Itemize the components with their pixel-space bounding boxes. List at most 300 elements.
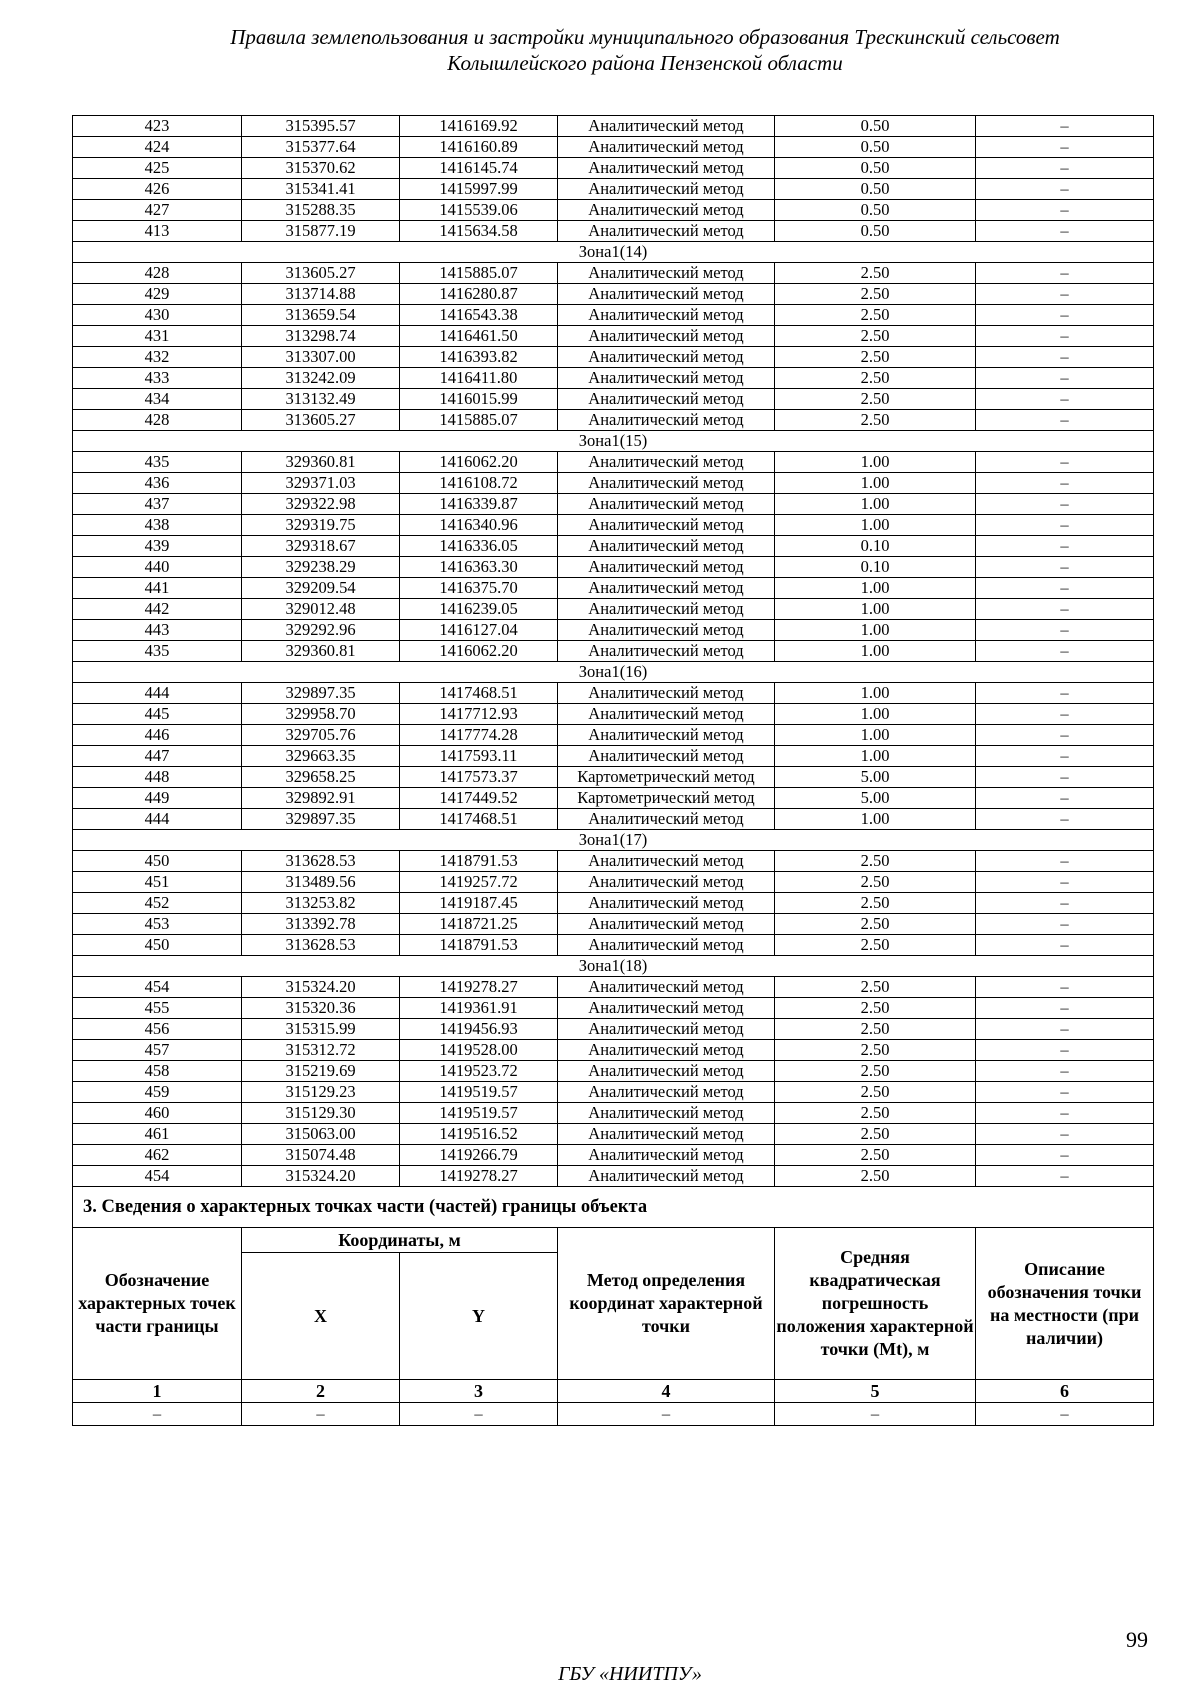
error-cell: 2.50 (775, 1145, 976, 1166)
method-cell: Аналитический метод (558, 452, 775, 473)
description-cell: – (976, 368, 1154, 389)
empty-cell: – (73, 1403, 242, 1426)
point-number-cell: 423 (73, 116, 242, 137)
coord-y-cell: 1416062.20 (400, 452, 558, 473)
table-row (73, 452, 1154, 473)
description-cell: – (976, 137, 1154, 158)
coord-x-cell: 315315.99 (242, 1019, 400, 1040)
coord-y-cell: 1416062.20 (400, 641, 558, 662)
point-number-cell: 428 (73, 410, 242, 431)
error-cell: 2.50 (775, 977, 976, 998)
zone-row (73, 242, 1154, 263)
method-cell: Аналитический метод (558, 494, 775, 515)
error-cell: 2.50 (775, 998, 976, 1019)
error-cell: 5.00 (775, 767, 976, 788)
empty-cell: – (400, 1403, 558, 1426)
coord-y-cell: 1419519.57 (400, 1082, 558, 1103)
coord-x-cell: 313253.82 (242, 893, 400, 914)
error-cell: 1.00 (775, 641, 976, 662)
coord-x-cell: 315377.64 (242, 137, 400, 158)
error-cell: 0.50 (775, 200, 976, 221)
coord-x-cell: 329892.91 (242, 788, 400, 809)
error-cell: 1.00 (775, 725, 976, 746)
point-number-cell: 429 (73, 284, 242, 305)
method-cell: Картометрический метод (558, 767, 775, 788)
table-row (73, 221, 1154, 242)
coord-x-cell: 315129.30 (242, 1103, 400, 1124)
coord-x-cell: 329897.35 (242, 809, 400, 830)
point-number-cell: 444 (73, 683, 242, 704)
coord-x-cell: 315370.62 (242, 158, 400, 179)
table-row (73, 599, 1154, 620)
table-row (73, 494, 1154, 515)
point-number-cell: 449 (73, 788, 242, 809)
point-number-cell: 462 (73, 1145, 242, 1166)
description-cell: – (976, 683, 1154, 704)
coord-x-cell: 315312.72 (242, 1040, 400, 1061)
coord-y-cell: 1416339.87 (400, 494, 558, 515)
description-cell: – (976, 1019, 1154, 1040)
point-number-cell: 461 (73, 1124, 242, 1145)
point-number-cell: 443 (73, 620, 242, 641)
method-cell: Аналитический метод (558, 683, 775, 704)
error-cell: 0.50 (775, 116, 976, 137)
point-number-cell: 434 (73, 389, 242, 410)
coord-x-cell: 313392.78 (242, 914, 400, 935)
point-number-cell: 450 (73, 851, 242, 872)
error-cell: 0.50 (775, 137, 976, 158)
error-cell: 2.50 (775, 263, 976, 284)
point-number-cell: 436 (73, 473, 242, 494)
coord-x-cell: 329209.54 (242, 578, 400, 599)
description-cell: – (976, 641, 1154, 662)
method-cell: Аналитический метод (558, 1082, 775, 1103)
coord-y-cell: 1419361.91 (400, 998, 558, 1019)
method-cell: Аналитический метод (558, 473, 775, 494)
method-cell: Аналитический метод (558, 620, 775, 641)
table-row (73, 977, 1154, 998)
coord-y-cell: 1416393.82 (400, 347, 558, 368)
coord-x-cell: 329705.76 (242, 725, 400, 746)
error-cell: 1.00 (775, 494, 976, 515)
coord-x-cell: 313628.53 (242, 851, 400, 872)
empty-cell: – (558, 1403, 775, 1426)
error-cell: 2.50 (775, 1019, 976, 1040)
error-cell: 2.50 (775, 1040, 976, 1061)
table-row (73, 704, 1154, 725)
error-cell: 2.50 (775, 368, 976, 389)
method-cell: Аналитический метод (558, 1103, 775, 1124)
method-cell: Аналитический метод (558, 998, 775, 1019)
error-cell: 2.50 (775, 935, 976, 956)
coord-x-cell: 315877.19 (242, 221, 400, 242)
coord-x-cell: 313714.88 (242, 284, 400, 305)
point-number-cell: 424 (73, 137, 242, 158)
error-cell: 0.10 (775, 557, 976, 578)
method-cell: Аналитический метод (558, 641, 775, 662)
section3-table (73, 1187, 1154, 1426)
description-cell: – (976, 179, 1154, 200)
point-number-cell: 427 (73, 200, 242, 221)
table-row (73, 1103, 1154, 1124)
coord-y-cell: 1416340.96 (400, 515, 558, 536)
error-cell: 5.00 (775, 788, 976, 809)
zone-label: Зона1(17) (73, 830, 1154, 851)
point-number-cell: 435 (73, 452, 242, 473)
coord-y-cell: 1419257.72 (400, 872, 558, 893)
description-cell: – (976, 536, 1154, 557)
description-cell: – (976, 494, 1154, 515)
coord-y-cell: 1416169.92 (400, 116, 558, 137)
coord-y-cell: 1416363.30 (400, 557, 558, 578)
description-cell: – (976, 893, 1154, 914)
table-row (73, 914, 1154, 935)
table-row (73, 347, 1154, 368)
table-row (73, 893, 1154, 914)
coord-x-cell: 313132.49 (242, 389, 400, 410)
coord-y-cell: 1417712.93 (400, 704, 558, 725)
method-cell: Аналитический метод (558, 200, 775, 221)
coord-x-cell: 313489.56 (242, 872, 400, 893)
method-cell: Аналитический метод (558, 851, 775, 872)
description-cell: – (976, 872, 1154, 893)
method-cell: Картометрический метод (558, 788, 775, 809)
table-row (73, 179, 1154, 200)
coord-x-cell: 329658.25 (242, 767, 400, 788)
coord-y-cell: 1419519.57 (400, 1103, 558, 1124)
section3-title: 3. Сведения о характерных точках части (частей) границы объекта (73, 1187, 1154, 1228)
description-cell: – (976, 158, 1154, 179)
method-cell: Аналитический метод (558, 935, 775, 956)
point-number-cell: 435 (73, 641, 242, 662)
error-cell: 2.50 (775, 347, 976, 368)
description-cell: – (976, 914, 1154, 935)
zone-label: Зона1(14) (73, 242, 1154, 263)
method-cell: Аналитический метод (558, 1124, 775, 1145)
point-number-cell: 458 (73, 1061, 242, 1082)
coord-y-cell: 1417468.51 (400, 809, 558, 830)
col-number: 5 (775, 1380, 976, 1403)
table-row (73, 935, 1154, 956)
coord-y-cell: 1416160.89 (400, 137, 558, 158)
coord-y-cell: 1417449.52 (400, 788, 558, 809)
document-header (0, 24, 1200, 76)
method-cell: Аналитический метод (558, 158, 775, 179)
coord-y-cell: 1415997.99 (400, 179, 558, 200)
point-number-cell: 431 (73, 326, 242, 347)
method-cell: Аналитический метод (558, 137, 775, 158)
header-line-2: Колышлейского района Пензенской области (447, 51, 843, 75)
error-cell: 2.50 (775, 914, 976, 935)
coord-y-cell: 1418791.53 (400, 935, 558, 956)
error-cell: 1.00 (775, 620, 976, 641)
table-row (73, 284, 1154, 305)
point-number-cell: 446 (73, 725, 242, 746)
method-cell: Аналитический метод (558, 515, 775, 536)
table-row (73, 1145, 1154, 1166)
zone-row (73, 956, 1154, 977)
error-cell: 1.00 (775, 452, 976, 473)
description-cell: – (976, 1166, 1154, 1187)
description-cell: – (976, 1145, 1154, 1166)
coord-y-cell: 1416015.99 (400, 389, 558, 410)
table-row (73, 1082, 1154, 1103)
coord-y-cell: 1416461.50 (400, 326, 558, 347)
coord-x-cell: 313307.00 (242, 347, 400, 368)
description-cell: – (976, 788, 1154, 809)
point-number-cell: 413 (73, 221, 242, 242)
table-row (73, 326, 1154, 347)
method-cell: Аналитический метод (558, 578, 775, 599)
coord-y-cell: 1415539.06 (400, 200, 558, 221)
table-row (73, 1019, 1154, 1040)
table-row (73, 809, 1154, 830)
method-cell: Аналитический метод (558, 914, 775, 935)
error-cell: 1.00 (775, 683, 976, 704)
zone-row (73, 662, 1154, 683)
zone-label: Зона1(18) (73, 956, 1154, 977)
page-number: 99 (1126, 1627, 1148, 1652)
point-number-cell: 447 (73, 746, 242, 767)
description-cell: – (976, 284, 1154, 305)
coord-y-cell: 1416411.80 (400, 368, 558, 389)
method-cell: Аналитический метод (558, 893, 775, 914)
coord-y-cell: 1417468.51 (400, 683, 558, 704)
description-cell: – (976, 809, 1154, 830)
coord-y-cell: 1419278.27 (400, 1166, 558, 1187)
method-cell: Аналитический метод (558, 599, 775, 620)
coord-y-cell: 1419278.27 (400, 977, 558, 998)
coord-x-cell: 329318.67 (242, 536, 400, 557)
col-number: 2 (242, 1380, 400, 1403)
zone-label: Зона1(15) (73, 431, 1154, 452)
coord-y-cell: 1416280.87 (400, 284, 558, 305)
coord-y-cell: 1416145.74 (400, 158, 558, 179)
error-cell: 1.00 (775, 809, 976, 830)
table-row (73, 305, 1154, 326)
description-cell: – (976, 746, 1154, 767)
method-cell: Аналитический метод (558, 977, 775, 998)
table-row (73, 515, 1154, 536)
coord-x-cell: 315063.00 (242, 1124, 400, 1145)
coord-x-cell: 329238.29 (242, 557, 400, 578)
point-number-cell: 452 (73, 893, 242, 914)
error-cell: 1.00 (775, 746, 976, 767)
description-cell: – (976, 704, 1154, 725)
method-cell: Аналитический метод (558, 536, 775, 557)
zone-label: Зона1(16) (73, 662, 1154, 683)
error-cell: 2.50 (775, 389, 976, 410)
coord-y-cell: 1419266.79 (400, 1145, 558, 1166)
coord-x-cell: 329958.70 (242, 704, 400, 725)
coord-y-cell: 1417774.28 (400, 725, 558, 746)
error-cell: 2.50 (775, 1103, 976, 1124)
error-cell: 2.50 (775, 284, 976, 305)
coord-x-cell: 329371.03 (242, 473, 400, 494)
description-cell: – (976, 557, 1154, 578)
coord-x-cell: 315324.20 (242, 977, 400, 998)
coord-y-cell: 1419528.00 (400, 1040, 558, 1061)
empty-cell: – (242, 1403, 400, 1426)
method-cell: Аналитический метод (558, 284, 775, 305)
error-cell: 0.50 (775, 221, 976, 242)
coord-x-cell: 313628.53 (242, 935, 400, 956)
error-cell: 1.00 (775, 473, 976, 494)
description-cell: – (976, 347, 1154, 368)
point-number-cell: 459 (73, 1082, 242, 1103)
col-header-y: Y (400, 1253, 558, 1380)
point-number-cell: 456 (73, 1019, 242, 1040)
empty-cell: – (775, 1403, 976, 1426)
coord-y-cell: 1416239.05 (400, 599, 558, 620)
method-cell: Аналитический метод (558, 872, 775, 893)
col-number: 6 (976, 1380, 1154, 1403)
description-cell: – (976, 116, 1154, 137)
description-cell: – (976, 305, 1154, 326)
coord-y-cell: 1419187.45 (400, 893, 558, 914)
point-number-cell: 454 (73, 977, 242, 998)
coord-y-cell: 1419516.52 (400, 1124, 558, 1145)
col-number: 3 (400, 1380, 558, 1403)
description-cell: – (976, 620, 1154, 641)
description-cell: – (976, 200, 1154, 221)
coord-x-cell: 313242.09 (242, 368, 400, 389)
point-number-cell: 433 (73, 368, 242, 389)
error-cell: 1.00 (775, 578, 976, 599)
coord-y-cell: 1419523.72 (400, 1061, 558, 1082)
method-cell: Аналитический метод (558, 179, 775, 200)
point-number-cell: 455 (73, 998, 242, 1019)
description-cell: – (976, 599, 1154, 620)
table-row (73, 725, 1154, 746)
point-number-cell: 454 (73, 1166, 242, 1187)
description-cell: – (976, 851, 1154, 872)
table-row (73, 200, 1154, 221)
description-cell: – (976, 1103, 1154, 1124)
table-row (73, 473, 1154, 494)
error-cell: 2.50 (775, 1082, 976, 1103)
description-cell: – (976, 1061, 1154, 1082)
table-row (73, 1040, 1154, 1061)
error-cell: 2.50 (775, 1124, 976, 1145)
description-cell: – (976, 935, 1154, 956)
description-cell: – (976, 578, 1154, 599)
method-cell: Аналитический метод (558, 263, 775, 284)
error-cell: 2.50 (775, 893, 976, 914)
coord-x-cell: 315074.48 (242, 1145, 400, 1166)
coord-y-cell: 1418721.25 (400, 914, 558, 935)
error-cell: 1.00 (775, 704, 976, 725)
coord-y-cell: 1415885.07 (400, 410, 558, 431)
error-cell: 2.50 (775, 410, 976, 431)
zone-row (73, 431, 1154, 452)
document-footer: ГБУ «НИИТПУ» (558, 1663, 702, 1685)
table-row (73, 557, 1154, 578)
coord-x-cell: 315395.57 (242, 116, 400, 137)
description-cell: – (976, 767, 1154, 788)
point-number-cell: 460 (73, 1103, 242, 1124)
description-cell: – (976, 410, 1154, 431)
error-cell: 2.50 (775, 1061, 976, 1082)
error-cell: 1.00 (775, 515, 976, 536)
method-cell: Аналитический метод (558, 116, 775, 137)
error-cell: 0.50 (775, 158, 976, 179)
table-row (73, 1061, 1154, 1082)
coord-x-cell: 313659.54 (242, 305, 400, 326)
method-cell: Аналитический метод (558, 1061, 775, 1082)
coord-x-cell: 315320.36 (242, 998, 400, 1019)
description-cell: – (976, 515, 1154, 536)
method-cell: Аналитический метод (558, 725, 775, 746)
col-number: 1 (73, 1380, 242, 1403)
coord-x-cell: 329319.75 (242, 515, 400, 536)
description-cell: – (976, 473, 1154, 494)
point-number-cell: 441 (73, 578, 242, 599)
point-number-cell: 425 (73, 158, 242, 179)
method-cell: Аналитический метод (558, 221, 775, 242)
coord-y-cell: 1416127.04 (400, 620, 558, 641)
table-row (73, 137, 1154, 158)
coord-x-cell: 329663.35 (242, 746, 400, 767)
table-row (73, 767, 1154, 788)
coord-x-cell: 313605.27 (242, 263, 400, 284)
table-row (73, 746, 1154, 767)
point-number-cell: 450 (73, 935, 242, 956)
col-header-method: Метод определения координат характерной точки (558, 1228, 775, 1380)
method-cell: Аналитический метод (558, 746, 775, 767)
error-cell: 2.50 (775, 872, 976, 893)
point-number-cell: 445 (73, 704, 242, 725)
col-header-description: Описание обозначения точки на местности (при наличии) (976, 1228, 1154, 1380)
description-cell: – (976, 326, 1154, 347)
table-row (73, 641, 1154, 662)
coord-y-cell: 1416336.05 (400, 536, 558, 557)
error-cell: 0.50 (775, 179, 976, 200)
method-cell: Аналитический метод (558, 1166, 775, 1187)
coord-x-cell: 315288.35 (242, 200, 400, 221)
method-cell: Аналитический метод (558, 557, 775, 578)
method-cell: Аналитический метод (558, 1145, 775, 1166)
header-line-1: Правила землепользования и застройки муниципального образования Трескинский сельсовет (230, 25, 1060, 49)
table-row (73, 872, 1154, 893)
description-cell: – (976, 389, 1154, 410)
coord-y-cell: 1419456.93 (400, 1019, 558, 1040)
table-row (73, 368, 1154, 389)
error-cell: 2.50 (775, 1166, 976, 1187)
point-number-cell: 426 (73, 179, 242, 200)
col-header-point-designation: Обозначение характерных точек части границы (73, 1228, 242, 1380)
description-cell: – (976, 221, 1154, 242)
point-number-cell: 457 (73, 1040, 242, 1061)
table-row (73, 116, 1154, 137)
coord-x-cell: 315129.23 (242, 1082, 400, 1103)
point-number-cell: 428 (73, 263, 242, 284)
method-cell: Аналитический метод (558, 410, 775, 431)
method-cell: Аналитический метод (558, 389, 775, 410)
description-cell: – (976, 263, 1154, 284)
table-row (73, 263, 1154, 284)
table-row (73, 410, 1154, 431)
method-cell: Аналитический метод (558, 1040, 775, 1061)
method-cell: Аналитический метод (558, 809, 775, 830)
table-row (73, 1166, 1154, 1187)
points-table (72, 115, 1154, 1426)
coord-y-cell: 1416108.72 (400, 473, 558, 494)
coord-x-cell: 315341.41 (242, 179, 400, 200)
zone-row (73, 830, 1154, 851)
method-cell: Аналитический метод (558, 326, 775, 347)
coord-x-cell: 329360.81 (242, 641, 400, 662)
